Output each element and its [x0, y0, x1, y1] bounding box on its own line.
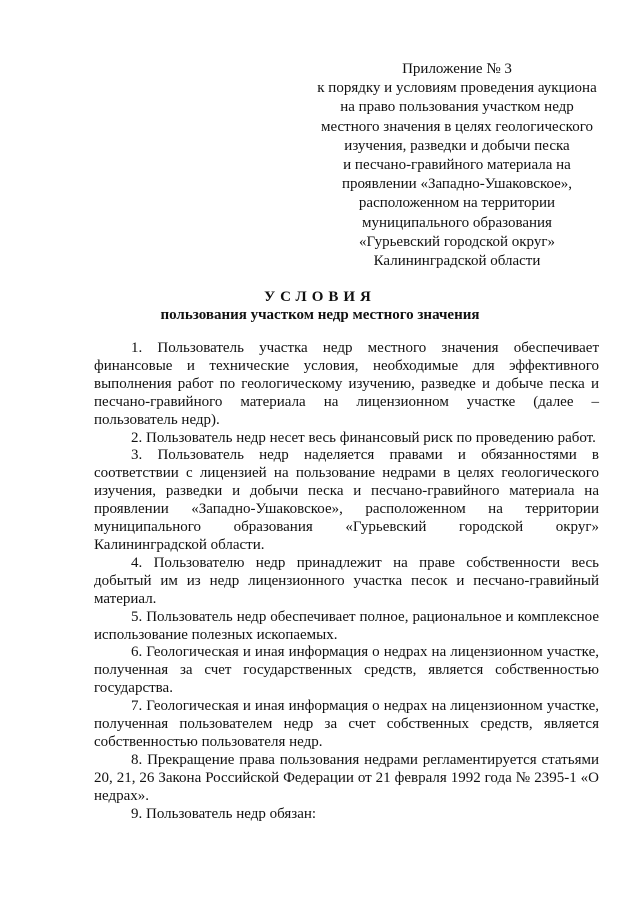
appendix-line: на право пользования участком недр	[340, 99, 574, 116]
appendix-line: к порядку и условиям проведения аукциона	[317, 80, 597, 97]
document-title: УСЛОВИЯ	[264, 289, 376, 305]
appendix-line: Калининградской области	[373, 253, 541, 270]
paragraph-5: 5. Пользователь недр обеспечивает полное, рациональное и комплексное использование полезных ископаемых.	[94, 608, 599, 643]
appendix-line: изучения, разведки и добычи песка	[344, 137, 570, 154]
paragraph-8: 8. Прекращение права пользования недрами регламентируется статьями 20, 21, 26 Закона Российской Федерации от 21 февраля 1992 года № 2395-1 «О недрах».	[94, 751, 599, 804]
document-body	[94, 340, 599, 823]
paragraph-6: 6. Геологическая и иная информация о недрах на лицензионном участке, полученная за счет государственных средств, является собственностью государства.	[94, 644, 599, 697]
paragraph-4: 4. Пользователю недр принадлежит на праве собственности весь добытый им из недр лицензионного участка песок и песчано-гравийный материал.	[94, 554, 599, 607]
paragraph-3: 3. Пользователь недр наделяется правами и обязанностями в соответствии с лицензией на пользование недрами в целях геологического изучения, разведки и добычи песка и песчано-гравийного материала на проявлении «Западно-Ушаковское», расположенном на территории муниципального образования «Гурьевский городской округ» Калининградской области.	[94, 447, 599, 553]
paragraph-9: 9. Пользователь недр обязан:	[131, 805, 317, 822]
paragraph-1: 1. Пользователь участка недр местного значения обеспечивает финансовые и технические условия, необходимые для эффективного выполнения работ по геологическому изучению, разведке и добыче песка и песчано-гравийного материала на лицензионном участке (далее – пользователь недр).	[94, 340, 599, 428]
appendix-line: расположенном на территории	[358, 195, 556, 212]
appendix-line: «Гурьевский городской округ»	[358, 233, 556, 250]
appendix-line: Приложение № 3	[402, 61, 512, 77]
appendix-line: муниципального образования	[362, 214, 552, 231]
appendix-line: проявлении «Западно-Ушаковское»,	[341, 176, 573, 193]
paragraph-2: 2. Пользователь недр несет весь финансовый риск по проведению работ.	[131, 429, 596, 446]
appendix-line: местного значения в целях геологического	[321, 118, 593, 135]
appendix-header	[292, 60, 622, 271]
document-subtitle: пользования участком недр местного значения	[160, 307, 480, 323]
paragraph-7: 7. Геологическая и иная информация о недрах на лицензионном участке, полученная пользователем недр за счет собственных средств, является собственностью пользователя недр.	[94, 698, 599, 750]
appendix-line: и песчано-гравийного материала на	[343, 157, 571, 174]
